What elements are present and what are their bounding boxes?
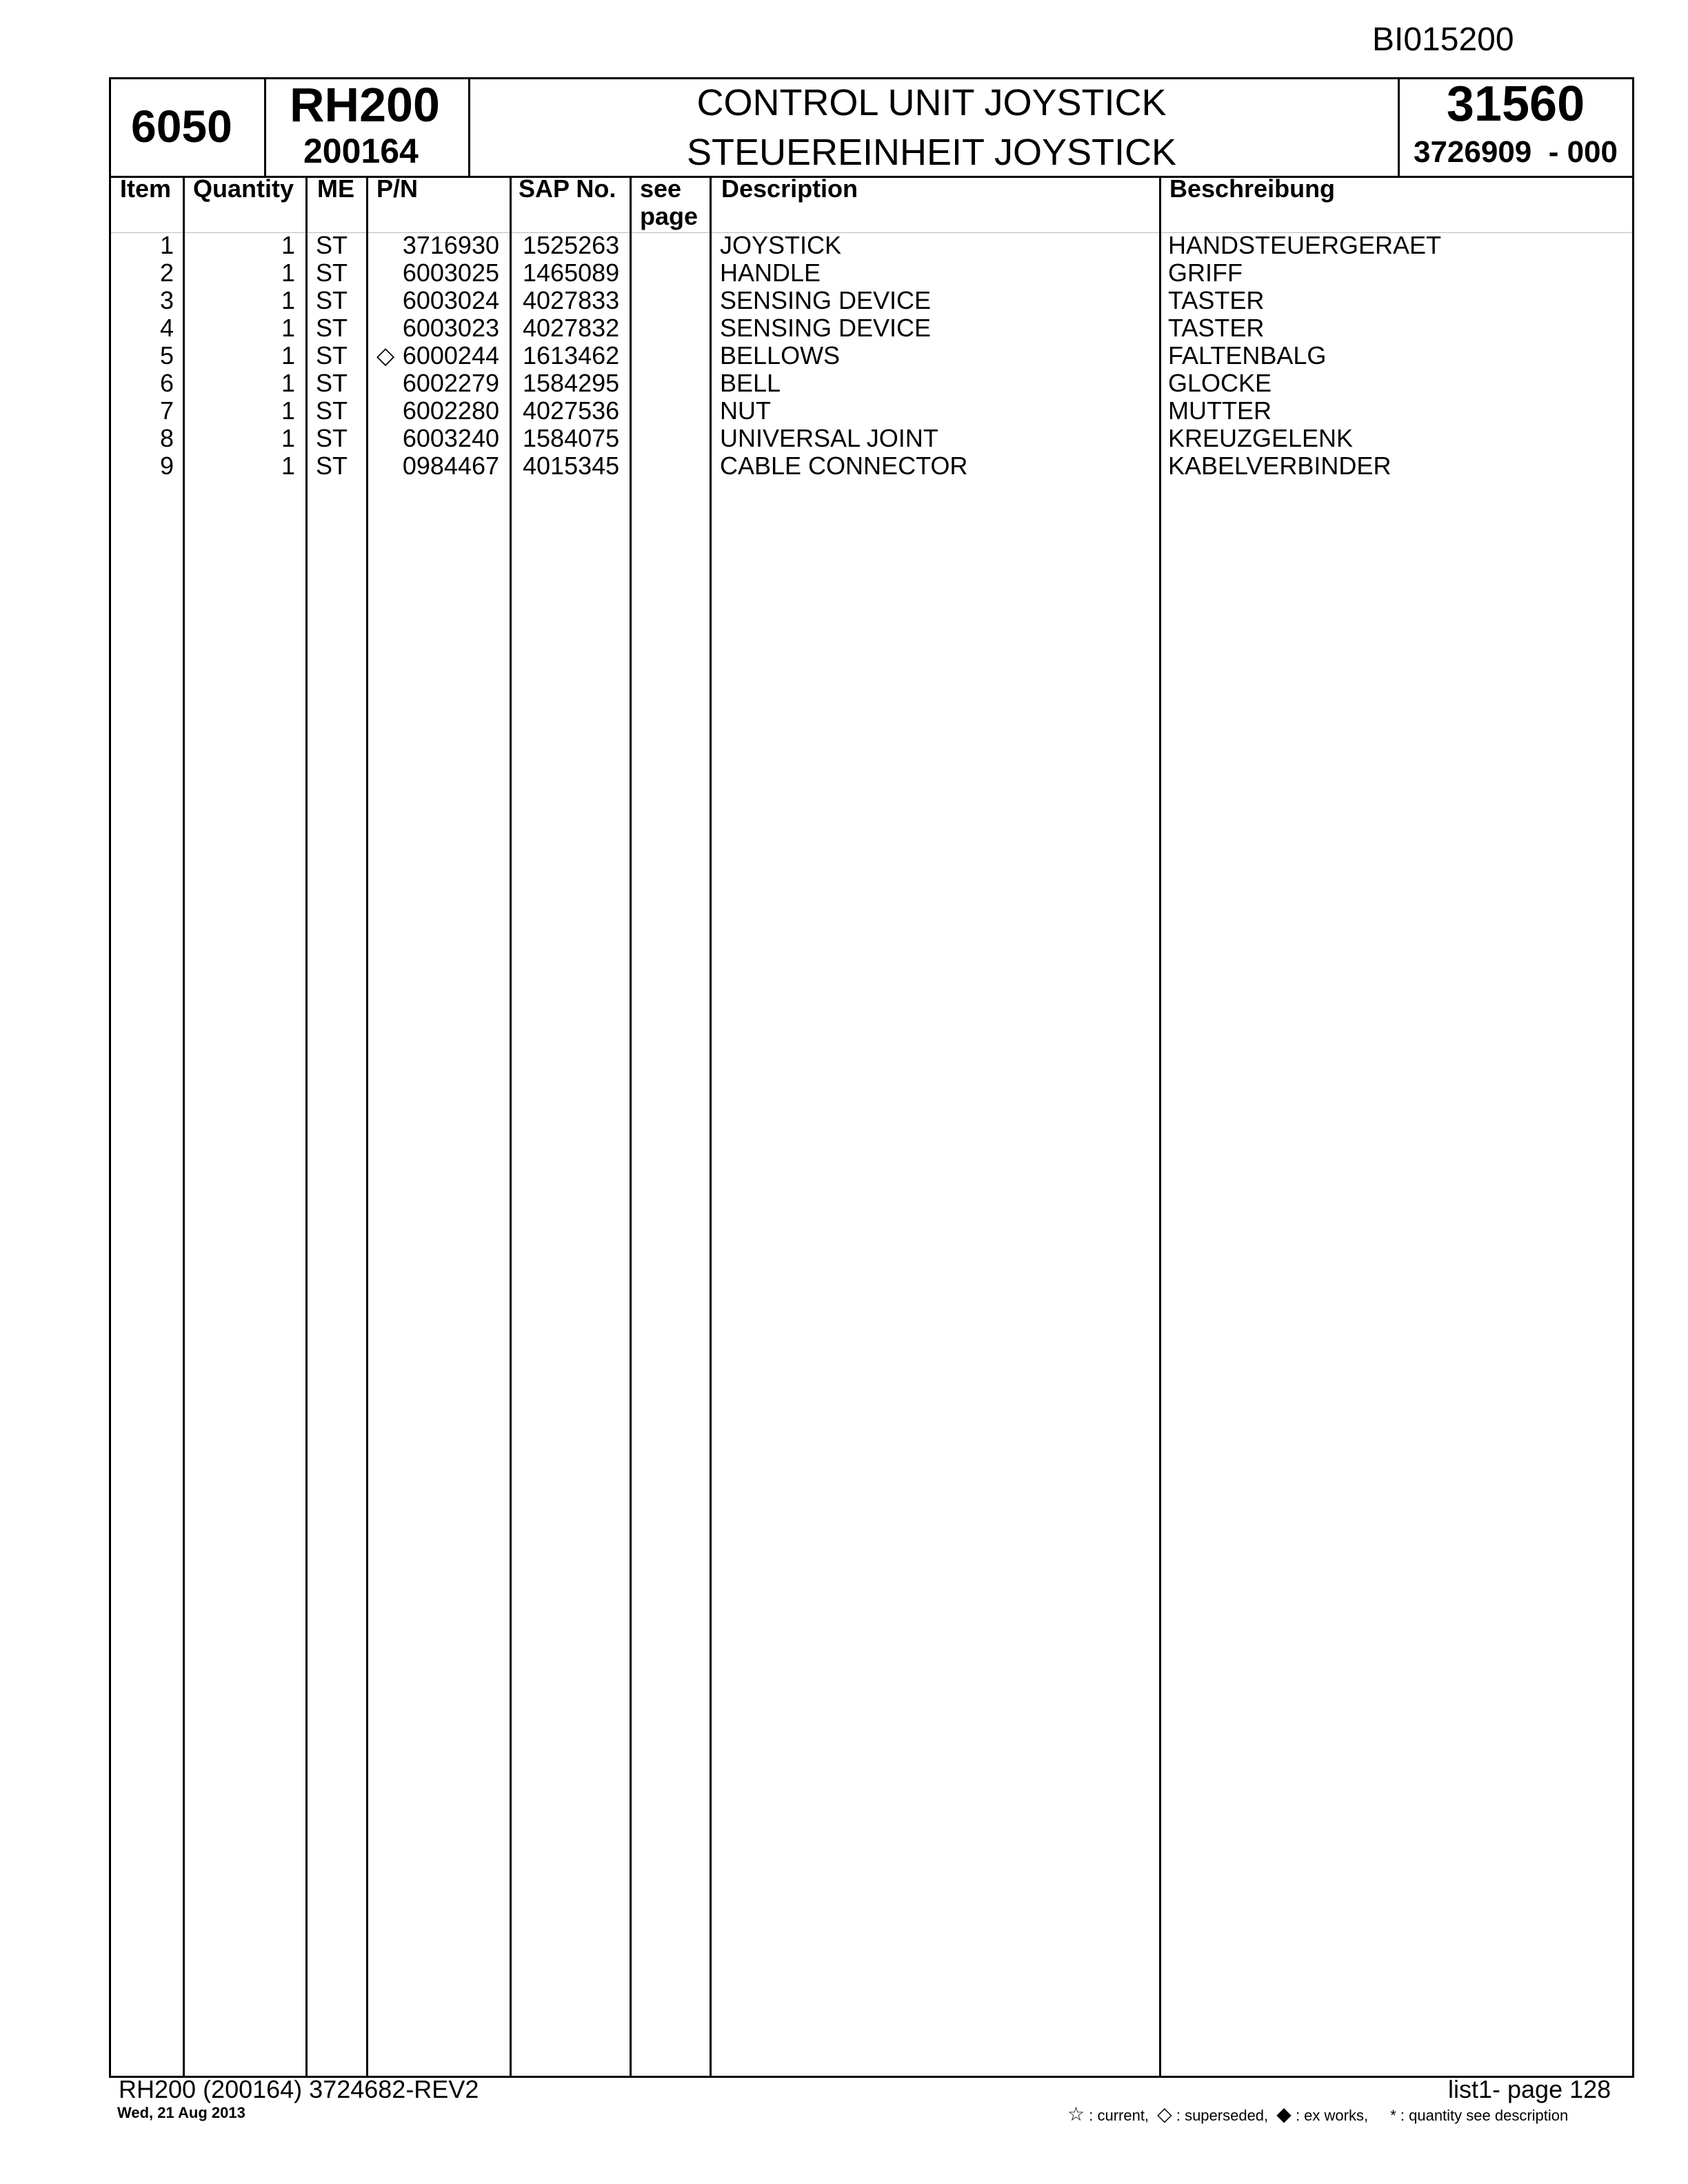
col-header-beschreibung: Beschreibung xyxy=(1169,174,1336,203)
cell-item: 6 xyxy=(159,369,174,397)
col-header-pn: P/N xyxy=(376,174,419,203)
cell-beschreibung: HANDSTEUERGERAET xyxy=(1168,231,1442,259)
cell-part-number: 3716930 xyxy=(402,231,499,259)
column-line xyxy=(630,176,632,2077)
column-line xyxy=(1159,176,1161,2077)
cell-item: 7 xyxy=(159,396,174,425)
legend-quantity-note: * : quantity see description xyxy=(1390,2107,1569,2124)
section-code: 6050 xyxy=(131,101,232,152)
column-line xyxy=(510,176,512,2077)
cell-part-number: 6003024 xyxy=(402,286,499,314)
cell-me: ST xyxy=(316,369,348,397)
cell-item: 5 xyxy=(159,341,174,370)
cell-part-number: 0984467 xyxy=(402,452,499,480)
cell-quantity: 1 xyxy=(281,369,295,397)
cell-description: NUT xyxy=(720,396,771,425)
cell-quantity: 1 xyxy=(281,452,295,480)
footer-page-number: list1- page 128 xyxy=(1448,2075,1611,2103)
column-line xyxy=(366,176,368,2077)
cell-me: ST xyxy=(316,314,348,342)
document-id: BI015200 xyxy=(1372,21,1514,58)
column-line xyxy=(305,176,308,2077)
cell-sap-number: 4015345 xyxy=(523,452,620,480)
cell-description: SENSING DEVICE xyxy=(720,314,932,342)
cell-quantity: 1 xyxy=(281,314,295,342)
cell-beschreibung: KREUZGELENK xyxy=(1168,424,1354,452)
cell-sap-number: 4027833 xyxy=(523,286,620,314)
col-header-see-page: see page xyxy=(640,174,699,230)
legend-superseded: : superseded, xyxy=(1176,2107,1269,2124)
group-number: 31560 xyxy=(1446,77,1585,132)
cell-description: HANDLE xyxy=(720,259,821,287)
cell-beschreibung: GLOCKE xyxy=(1168,369,1272,397)
cell-sap-number: 1465089 xyxy=(523,259,620,287)
cell-part-number: 6002279 xyxy=(402,369,499,397)
superseded-diamond-icon: ◇ xyxy=(376,343,395,369)
cell-beschreibung: GRIFF xyxy=(1168,259,1243,287)
cell-description: CABLE CONNECTOR xyxy=(720,452,968,480)
serial-number: 200164 xyxy=(303,132,419,170)
header-divider xyxy=(264,79,266,176)
cell-sap-number: 4027536 xyxy=(523,396,620,425)
cell-sap-number: 1584075 xyxy=(523,424,620,452)
cell-me: ST xyxy=(316,452,348,480)
reference-number: 3726909 - 000 xyxy=(1413,135,1618,169)
cell-me: ST xyxy=(316,286,348,314)
cell-quantity: 1 xyxy=(281,341,295,370)
col-header-me: ME xyxy=(317,174,354,203)
cell-beschreibung: TASTER xyxy=(1168,286,1265,314)
cell-me: ST xyxy=(316,341,348,370)
cell-item: 2 xyxy=(159,259,174,287)
cell-me: ST xyxy=(316,396,348,425)
col-header-quantity: Quantity xyxy=(193,174,294,203)
legend-ex-works: : ex works, xyxy=(1295,2107,1369,2124)
cell-part-number: 6003023 xyxy=(402,314,499,342)
cell-beschreibung: MUTTER xyxy=(1168,396,1272,425)
diamond-filled-icon: ◆ xyxy=(1276,2103,1292,2125)
title-german: STEUEREINHEIT JOYSTICK xyxy=(686,132,1177,173)
cell-item: 1 xyxy=(159,231,174,259)
cell-description: UNIVERSAL JOINT xyxy=(720,424,938,452)
diamond-outline-icon: ◇ xyxy=(1157,2103,1172,2125)
cell-quantity: 1 xyxy=(281,231,295,259)
cell-quantity: 1 xyxy=(281,396,295,425)
footer-model-line: RH200 (200164) 3724682-REV2 xyxy=(119,2075,479,2103)
cell-sap-number: 4027832 xyxy=(523,314,620,342)
title-english: CONTROL UNIT JOYSTICK xyxy=(696,82,1167,123)
cell-quantity: 1 xyxy=(281,259,295,287)
star-outline-icon: ☆ xyxy=(1067,2103,1085,2125)
col-header-sap: SAP No. xyxy=(519,174,616,203)
cell-sap-number: 1525263 xyxy=(523,231,620,259)
cell-sap-number: 1613462 xyxy=(523,341,620,370)
col-header-item: Item xyxy=(120,174,172,203)
cell-item: 3 xyxy=(159,286,174,314)
cell-description: SENSING DEVICE xyxy=(720,286,932,314)
cell-part-number: 6003240 xyxy=(402,424,499,452)
model-name: RH200 xyxy=(290,78,440,132)
cell-item: 9 xyxy=(159,452,174,480)
cell-beschreibung: TASTER xyxy=(1168,314,1265,342)
cell-me: ST xyxy=(316,231,348,259)
cell-item: 4 xyxy=(159,314,174,342)
cell-me: ST xyxy=(316,424,348,452)
footer-date: Wed, 21 Aug 2013 xyxy=(117,2104,245,2121)
cell-description: BELL xyxy=(720,369,781,397)
cell-part-number: 6000244 xyxy=(402,341,499,370)
cell-quantity: 1 xyxy=(281,424,295,452)
col-header-description: Description xyxy=(721,174,858,203)
cell-quantity: 1 xyxy=(281,286,295,314)
cell-beschreibung: FALTENBALG xyxy=(1168,341,1327,370)
legend-current: : current, xyxy=(1089,2107,1149,2124)
column-line xyxy=(710,176,712,2077)
cell-beschreibung: KABELVERBINDER xyxy=(1168,452,1391,480)
cell-description: JOYSTICK xyxy=(720,231,842,259)
cell-me: ST xyxy=(316,259,348,287)
cell-part-number: 6002280 xyxy=(402,396,499,425)
footer-legend xyxy=(1067,2103,1568,2125)
cell-part-number: 6003025 xyxy=(402,259,499,287)
cell-sap-number: 1584295 xyxy=(523,369,620,397)
cell-description: BELLOWS xyxy=(720,341,841,370)
cell-item: 8 xyxy=(159,424,174,452)
